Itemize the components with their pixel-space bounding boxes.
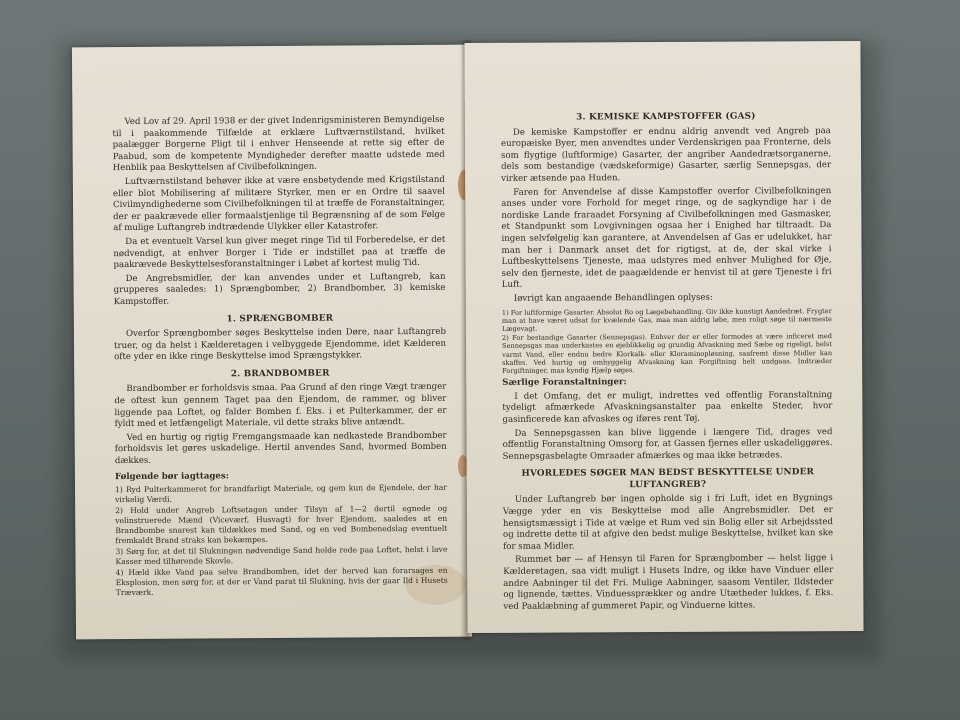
paragraph: Luftværnstilstand behøver ikke at være ensbetydende med Krigstilstand eller blot Mobilisering af militære Styrker, men er en Ordre til saavel Civilmyndighederne som Civilbefolkningen til at træffe de Foranstaltninger, der er paakrævede eller formaalstjenlige til Begrænsning af de som Følge af mulige Luftangreb indtrædende Ulykker eller Katastrofer. (112, 174, 446, 234)
section-heading: 1. SPRÆNGBOMBER (226, 313, 334, 324)
paragraph: Overfor Sprængbomber søges Beskyttelse inden Døre, naar Luftangreb truer, og da helst i Kælderetagen i velbyggede Ejendomme, idet Kælderen ofte yder en ikke ringe Beskyttelse imod Sprængstykker. (113, 326, 447, 363)
paragraph: Rummet bør — af Hensyn til Faren for Sprængbomber — helst ligge i Kælderetagen, saa vidt muligt i Husets Indre, og ikke have Vinduer eller andre Aabninger til det Fri. Mulige Aabninger, saasom Ventiler, Ildsteder og lignende, tættes. Vinduessprækker og andre Utætheder lukkes, f. Eks. ved Paaklæbning af gummeret Papir, og Vinduerne kittes. (503, 553, 834, 612)
paragraph: Da et eventuelt Varsel kun giver meget ringe Tid til Forberedelse, er det nødvendigt, at enhver Borger i Tide er indstillet paa at træffe de paakrævede Beskyttelsesforanstaltninger i Løbet af kortest mulig Tid. (113, 234, 446, 271)
list-item: 2) Hold under Angreb Loftsetagen under Tilsyn af 1—2 dertil egnede og velinstruerede Mænd (Viceværf, Husvagt) for hver Ejendom, saaledes at en Brandbombe snarest kan tildækkes med Sand, og en ved Bombenedslag eventuelt fremkaldt Brand straks kan bekæmpes. (115, 504, 448, 546)
paragraph: De kemiske Kampstoffer er endnu aldrig anvendt ved Angreb paa europæiske Byer, men anvendtes under Verdenskrigen paa Fronterne, dels som flygtige (luftformige) Gasarter, der angriber Aandedrætsorganerne, dels som bestandige (vædskeformige) Gasarter, særlig Sennepsgas, der virker ætsende paa Huden. (500, 125, 832, 184)
right-column (501, 111, 834, 615)
list-item: 3) Sørg for, at det til Slukningen nødvendige Sand holde rede paa Loftet, helst i lave Kasser med tilhørende Skovle. (115, 544, 448, 567)
paragraph: Ved en hurtig og rigtig Fremgangsmaade kan nedkastede Brandbomber forholdsvis let gøres uskadelige. Hertil anvendes Sand, hvormed Bomben dækkes. (114, 430, 447, 467)
special-heading: Særlige Foranstaltninger: (502, 377, 627, 388)
paragraph: Da Sennepsgassen kan blive liggende i længere Tid, drages ved offentlig Foranstaltning Omsorg for, at Gassen fjernes eller uskadeliggøres. Sennepsgasbelagte Omraader afmærkes og maa ikke betrædes. (502, 426, 833, 462)
paragraph: De Angrebsmidler, der kan anvendes under et Luftangreb, kan grupperes saaledes: 1) Sprængbomber, 2) Brandbomber, 3) kemiske Kampstoffer. (113, 271, 446, 308)
right-page (464, 41, 863, 633)
left-column (112, 115, 447, 600)
notes-heading: Følgende bør iagttages: (114, 470, 229, 482)
section-heading: HVORLEDES SØGER MAN BEDST BESKYTTELSE UNDER LUFTANGREB? (521, 467, 815, 491)
list-item: 2) For bestandige Gasarter (Sennepsgas). Enhver der er eller formodes at være inficeret med Sennepsgas maa underkastes en øjeblikkelig og grundig Afvaskning med Sæbe og rigeligt, helst varmt Vand, eller endnu bedre Klorkalk- eller Kloraminopløsning, saafremt disse Midler kan skaffes. Ved hurtig og omhyggelig Afvaskning kan Forgiftning helt undgaas. Indtræder Forgiftninger, maa kyndig Hjælp søges. (501, 332, 833, 375)
paragraph: Faren for Anvendelse af disse Kampstoffer overfor Civilbefolkningen anses under vore Forhold for meget ringe, og de sagkyndige har i de nordiske Lande fraraadet Forsyning af Civilbefolkningen med Gasmasker, et Standpunkt som Lovgivningen ogsaa her i Enighed har tiltraadt. Da ingen selvfølgelig kan garantere, at Anvendelsen af Gas er udelukket, har man her i Danmark anset det for rigtigst, at de, der skal virke i Luftbeskyttelsens Tjeneste, maa udstyres med enhver Mulighed for Øje, selv den fjerneste, idet de paagældende er henvist til at gøre Tjeneste i fri Luft. (501, 185, 832, 291)
fine-print (502, 307, 832, 375)
list-item: 1) Ryd Pulterkammeret for brandfarligt Materiale, og gem kun de Ejendele, der har virkelig Værdi. (114, 483, 448, 505)
section-heading: 2. BRANDBOMBER (230, 368, 330, 380)
notes-list (115, 483, 448, 598)
section-heading: 3. KEMISKE KAMPSTOFFER (GAS) (576, 111, 756, 123)
list-item: 4) Hæld ikke Vand paa selve Brandbomben, idet der herved kan forarsages en Eksplosion, men sørg for, at der er Vand parat til Slukning, hvis der gaar Ild i Husets Træværk. (115, 565, 448, 598)
paragraph: Ved Lov af 29. April 1938 er der givet Indenrigsministeren Bemyndigelse til i paakommende Tilfælde at erklære Luftværnstilstand, hvilket paalægger Borgerne Pligt til i enhver Henseende at rette sig efter de Paabud, som de kompetente Myndigheder derefter maatte udstede med Henblik paa Beskyttelsen af Civilbefolkningen. (112, 114, 445, 174)
paragraph: I det Omfang, det er muligt, indrettes ved offentlig Foranstaltning tydeligt afmærkede Afvaskningsanstalter paa enkelte Steder, hvor gasinficerede kan afvaskes og iføres rent Tøj. (502, 389, 833, 425)
left-page (72, 45, 472, 640)
list-item: 1) For luftformige Gasarter. Absolut Ro og Lægebehandling. Giv ikke kunstigt Aandedræt. Frygter man at have været udsat for kvælende Gas, maa man aldrig løbe, men roligt søge til nærmeste Lægevagt. (501, 306, 832, 333)
paragraph: Brandbomber er forholdsvis smaa. Paa Grund af den ringe Vægt trænger de oftest kun gennem Taget paa den Ejendom, de rammer, og bliver liggende paa Loftet, og falder Bomben f. Eks. i et Pulterkammer, der er fyldt med et letfængeligt Materiale, vil dette straks blive antændt. (114, 382, 447, 430)
paragraph: Iøvrigt kan angaaende Behandlingen oplyses: (513, 292, 713, 304)
paragraph: Under Luftangreb bør ingen opholde sig i fri Luft, idet en Bygnings Vægge yder en vis Beskyttelse mod alle Angrebsmidler. Det er hensigtsmæssigt i Tide at vælge et Rum ved sin Bolig eller sit Arbejdssted og indrette dette til at afgive den bedst mulige Beskyttelse, hvilket kan ske for smaa Midler. (502, 493, 834, 552)
